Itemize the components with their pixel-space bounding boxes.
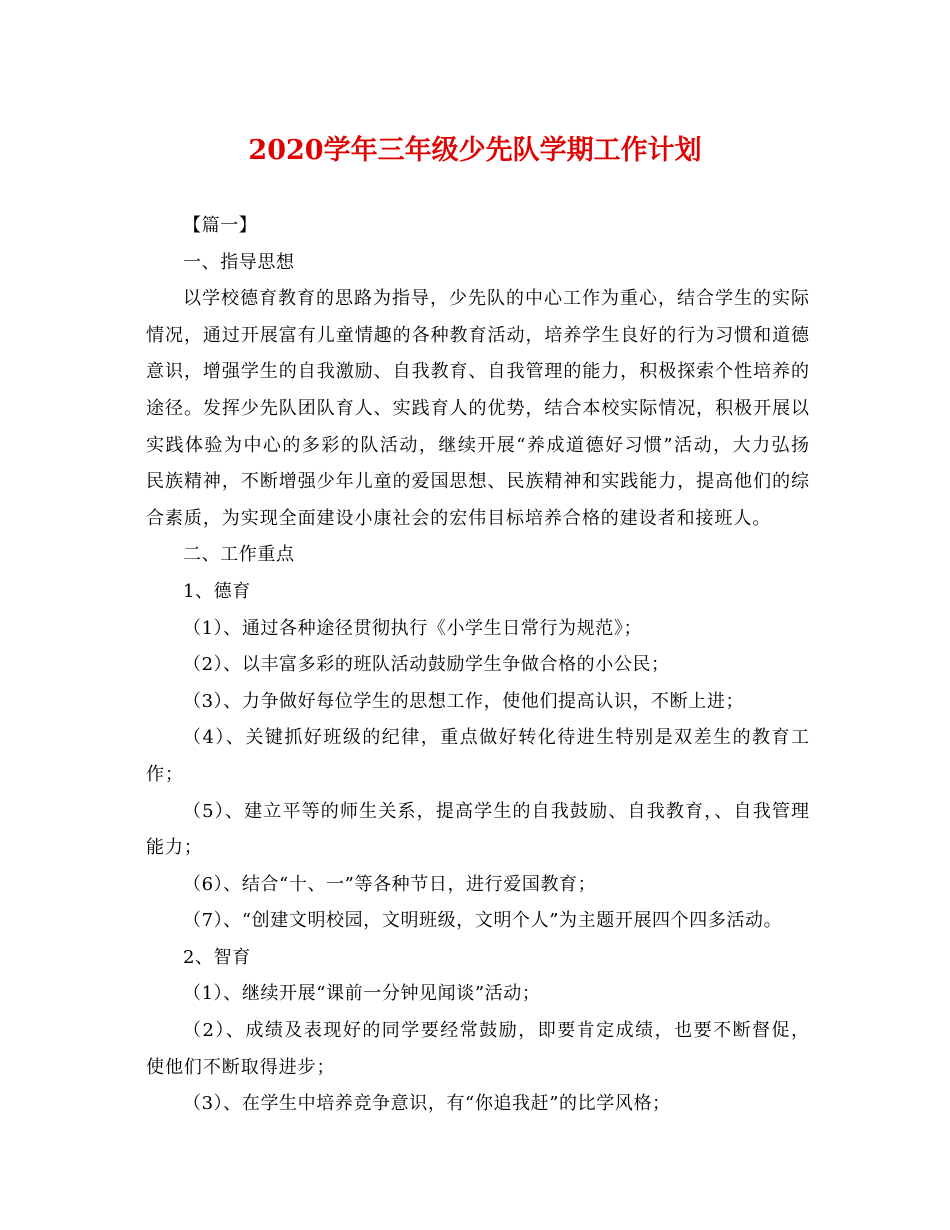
list-item: （2）、成绩及表现好的同学要经常鼓励，即要肯定成绩，也要不断督促，使他们不断取得进步； — [146, 1020, 810, 1078]
list-item: （5）、建立平等的师生关系，提高学生的自我鼓励、自我教育，、自我管理能力； — [146, 800, 810, 859]
list-item: （6）、结合“十、一”等各种节日，进行爱国教育； — [183, 873, 597, 895]
document-title: 2020学年三年级少先队学期工作计划 — [248, 135, 702, 166]
list-item: （4）、关键抓好班级的纪律，重点做好转化待进生特别是双差生的教育工作； — [146, 727, 810, 785]
subheading-intellectual-education: 2、智育 — [183, 946, 251, 968]
list-item: （1）、继续开展“课前一分钟见闻谈”活动； — [183, 983, 541, 1005]
list-item: （1）、通过各种途径贯彻执行《小学生日常行为规范》； — [183, 617, 643, 639]
paragraph-guiding-ideology: 以学校德育教育的思路为指导，少先队的中心工作为重心，结合学生的实际情况，通过开展富有儿童情趣的各种教育活动，培养学生良好的行为习惯和道德意识，增强学生的自我激励、自我教育、自我管理的能力，积极探索个性培养的途径。发挥少先队团队育人、实践育人的优势，结合本校实际情况，积极开展以实践体验为中心的多彩的队活动，继续开展“养成道德好习惯”活动，大力弘扬民族精神，不断增强少年儿童的爱国思想、民族精神和实践能力，提高他们的综合素质，为实现全面建设小康社会的宏伟目标培养合格的建设者和接班人。 — [146, 288, 810, 529]
section-label: 【篇一】 — [183, 215, 258, 236]
list-item: （3）、在学生中培养竞争意识，有“你追我赶”的比学风格； — [183, 1093, 671, 1115]
list-item: （2）、以丰富多彩的班队活动鼓励学生争做合格的小公民； — [183, 654, 670, 676]
list-item: （7）、“创建文明校园，文明班级，文明个人”为主题开展四个四多活动。 — [183, 910, 783, 932]
document-body — [146, 208, 810, 1123]
section-heading-guiding-ideology: 一、指导思想 — [183, 251, 295, 273]
section-heading-work-focus: 二、工作重点 — [183, 544, 295, 566]
list-item: （3）、力争做好每位学生的思想工作，使他们提高认识，不断上进； — [183, 690, 745, 712]
subheading-moral-education: 1、德育 — [183, 580, 251, 602]
